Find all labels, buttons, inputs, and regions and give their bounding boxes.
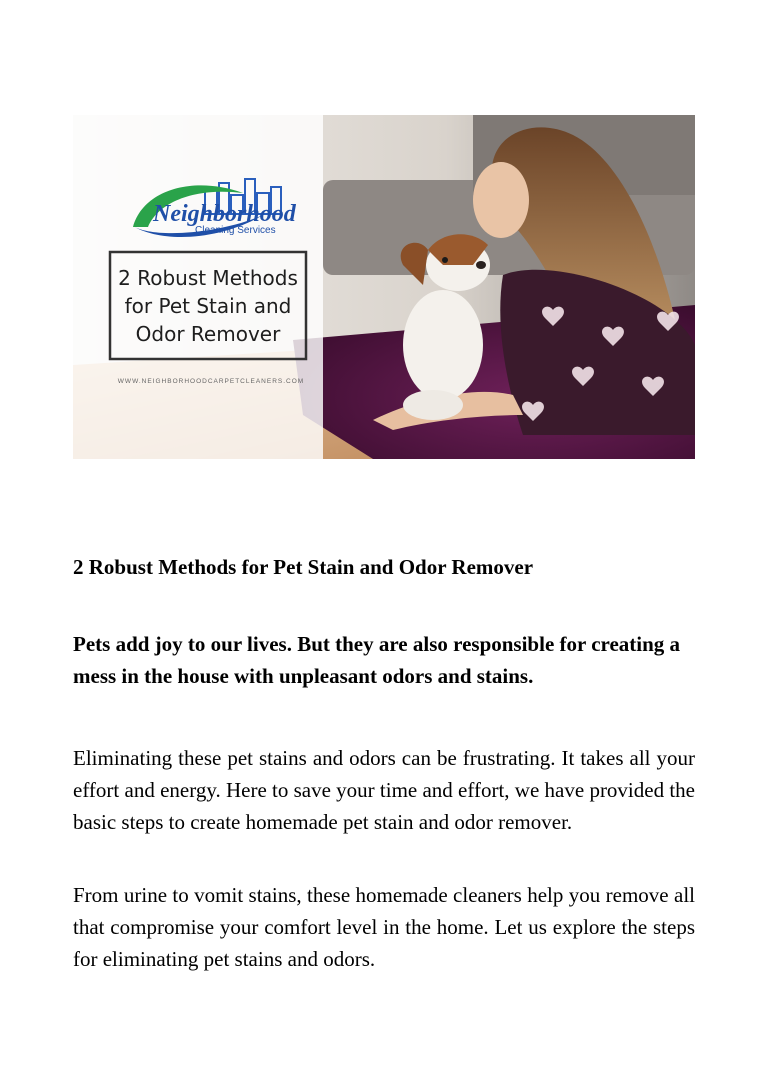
paragraph-2: From urine to vomit stains, these homemade cleaners help you remove all that compromise your comfort level in the home. Let us explore the steps for eliminating pet stains and odors. — [73, 883, 695, 971]
brand-name: Neighborhood — [153, 201, 296, 227]
paragraph-1: Eliminating these pet stains and odors can be frustrating. It takes all your effort and energy. Here to save your time and effort, we have provided the basic steps to create homemade pet stain and odor remover. — [73, 746, 695, 834]
hero-image — [73, 115, 695, 459]
card-title-line-2: for Pet Stain and — [124, 294, 292, 318]
article-lead: Pets add joy to our lives. But they are also responsible for creating a mess in the house with unpleasant odors and stains. — [73, 632, 681, 688]
website-url: WWW.NEIGHBORHOODCARPETCLEANERS.COM — [117, 378, 305, 385]
card-title-line-1: 2 Robust Methods — [118, 266, 298, 290]
article-title: 2 Robust Methods for Pet Stain and Odor Remover — [73, 555, 534, 579]
card-title-line-3: Odor Remover — [135, 322, 281, 346]
brand-tagline: Cleaning Services — [195, 225, 276, 236]
